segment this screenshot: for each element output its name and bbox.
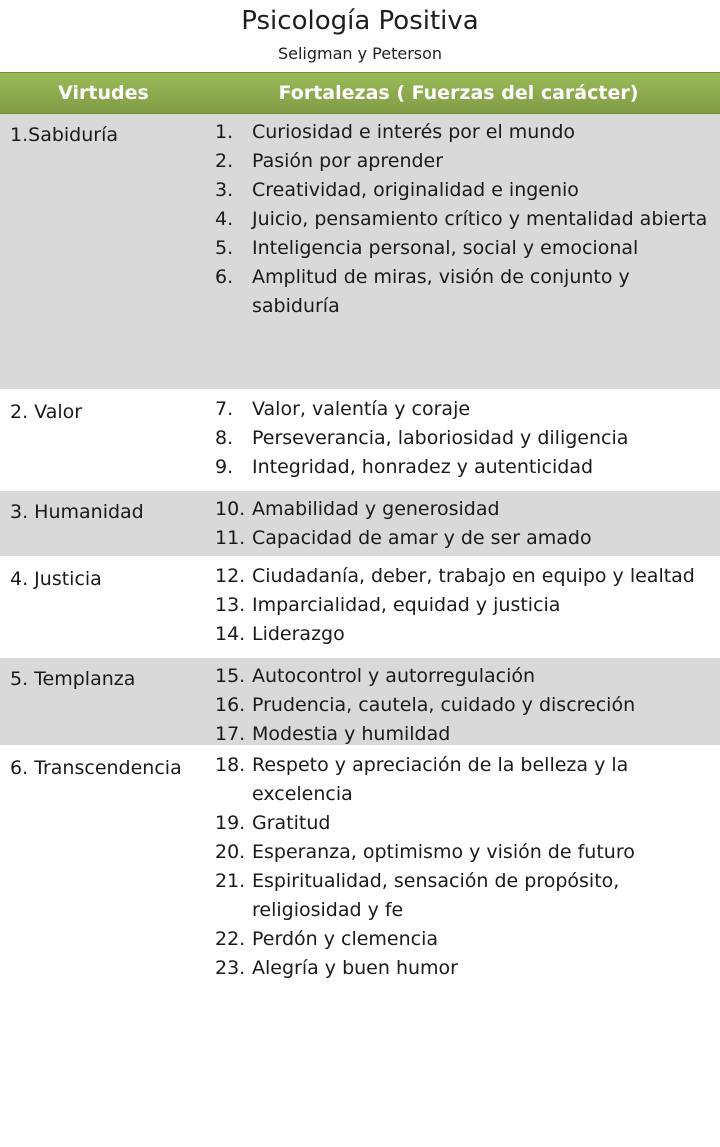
item-text: Esperanza, optimismo y visión de futuro — [252, 841, 635, 863]
item-text: Valor, valentía y coraje — [252, 398, 471, 420]
item-text: Amabilidad y generosidad — [252, 498, 500, 520]
list-item — [215, 453, 720, 482]
item-number: 17. — [215, 723, 246, 745]
table-row — [0, 658, 720, 747]
page-subtitle: Seligman y Peterson — [277, 44, 443, 63]
item-text: Perseverancia, laboriosidad y diligencia — [252, 427, 629, 449]
list-item — [215, 176, 720, 205]
table-header — [0, 72, 720, 114]
item-text: Inteligencia personal, social y emocional — [252, 237, 639, 259]
list-item — [215, 118, 720, 147]
list-item — [215, 147, 720, 176]
list-item — [215, 263, 720, 321]
item-number: 15. — [215, 665, 246, 687]
item-number: 1. — [215, 121, 234, 143]
item-text: Autocontrol y autorregulación — [252, 665, 536, 687]
item-text: Imparcialidad, equidad y justicia — [252, 594, 561, 616]
item-number: 2. — [215, 150, 234, 172]
item-number: 4. — [215, 208, 234, 230]
virtue-label: 1.Sabiduría — [10, 124, 119, 146]
item-number: 3. — [215, 179, 234, 201]
list-item — [215, 395, 720, 424]
item-number: 13. — [215, 594, 246, 616]
item-number: 11. — [215, 527, 246, 549]
table-row — [0, 558, 720, 658]
list-item — [215, 591, 720, 620]
item-text: Espiritualidad, sensación de propósito, religiosidad y fe — [252, 870, 620, 921]
item-number: 23. — [215, 957, 246, 979]
page-title: Psicología Positiva — [241, 6, 479, 36]
list-item — [215, 720, 720, 749]
item-text: Curiosidad e interés por el mundo — [252, 121, 576, 143]
list-item — [215, 424, 720, 453]
list-item — [215, 620, 720, 649]
item-number: 20. — [215, 841, 246, 863]
item-text: Pasión por aprender — [252, 150, 444, 172]
table-row — [0, 114, 720, 391]
item-number: 18. — [215, 754, 246, 776]
table-row — [0, 747, 720, 1147]
list-item — [215, 524, 720, 553]
item-number: 10. — [215, 498, 246, 520]
strengths-list — [207, 491, 720, 556]
list-item — [215, 691, 720, 720]
item-text: Ciudadanía, deber, trabajo en equipo y lealtad — [252, 565, 695, 587]
item-number: 6. — [215, 266, 234, 288]
virtue-label: 2. Valor — [10, 401, 83, 423]
item-number: 5. — [215, 237, 234, 259]
list-item — [215, 751, 720, 809]
list-item — [215, 662, 720, 691]
item-text: Alegría y buen humor — [252, 957, 458, 979]
virtue-label: 4. Justicia — [10, 568, 102, 590]
list-item — [215, 925, 720, 954]
table-row — [0, 491, 720, 558]
item-text: Amplitud de miras, visión de conjunto y sabiduría — [252, 266, 630, 317]
list-item — [215, 867, 720, 925]
virtue-label: 6. Transcendencia — [10, 757, 182, 779]
virtue-label: 5. Templanza — [10, 668, 136, 690]
item-number: 14. — [215, 623, 246, 645]
item-text: Liderazgo — [252, 623, 345, 645]
item-number: 16. — [215, 694, 246, 716]
item-number: 19. — [215, 812, 246, 834]
item-text: Prudencia, cautela, cuidado y discreción — [252, 694, 636, 716]
item-number: 12. — [215, 565, 246, 587]
item-text: Integridad, honradez y autenticidad — [252, 456, 594, 478]
item-number: 21. — [215, 870, 246, 892]
column-header-fortalezas: Fortalezas ( Fuerzas del carácter) — [278, 82, 639, 104]
list-item — [215, 809, 720, 838]
list-item — [215, 562, 720, 591]
item-text: Modestia y humildad — [252, 723, 451, 745]
list-item — [215, 838, 720, 867]
item-number: 7. — [215, 398, 234, 420]
list-item — [215, 954, 720, 983]
item-number: 8. — [215, 427, 234, 449]
list-item — [215, 234, 720, 263]
strengths-list — [207, 391, 720, 489]
list-item — [215, 205, 720, 234]
column-header-virtudes: Virtudes — [58, 82, 149, 104]
item-text: Respeto y apreciación de la belleza y la excelencia — [252, 754, 629, 805]
strengths-list — [207, 114, 720, 389]
table-row — [0, 391, 720, 491]
item-text: Capacidad de amar y de ser amado — [252, 527, 592, 549]
strengths-list — [207, 747, 720, 1145]
item-text: Perdón y clemencia — [252, 928, 439, 950]
strengths-table — [0, 72, 720, 1147]
item-number: 22. — [215, 928, 246, 950]
list-item — [215, 495, 720, 524]
strengths-list — [207, 558, 720, 656]
item-number: 9. — [215, 456, 234, 478]
strengths-list — [207, 658, 720, 745]
item-text: Gratitud — [252, 812, 331, 834]
virtue-label: 3. Humanidad — [10, 501, 144, 523]
item-text: Juicio, pensamiento crítico y mentalidad abierta — [252, 208, 708, 230]
table-body — [0, 114, 720, 1147]
item-text: Creatividad, originalidad e ingenio — [252, 179, 579, 201]
